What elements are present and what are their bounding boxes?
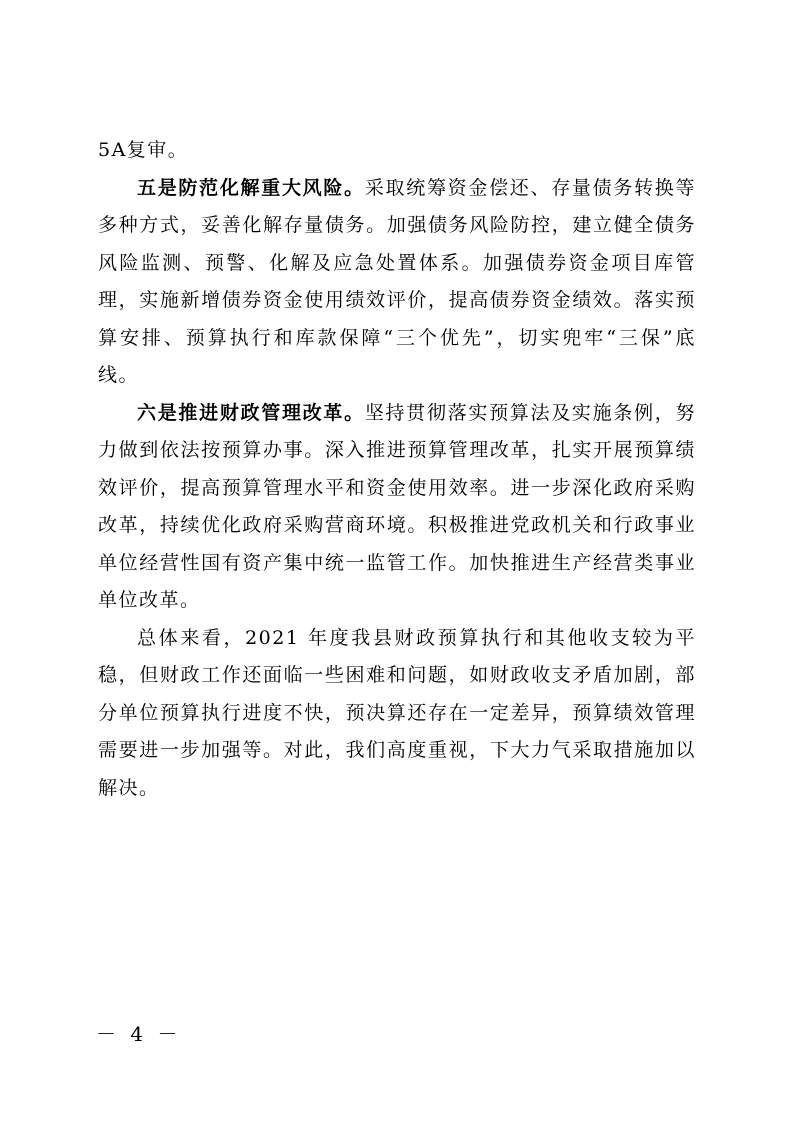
paragraph-2 — [98, 170, 696, 395]
document-body — [98, 132, 696, 807]
paragraph-1 — [98, 132, 696, 170]
paragraph-1-text: 5A复审。 — [98, 139, 189, 161]
paragraph-4 — [98, 620, 696, 808]
paragraph-2-lead: 五是防范化解重大风险。 — [137, 176, 365, 199]
paragraph-3-text: 坚持贯彻落实预算法及实施条例，努力做到依法按预算办事。深入推进预算管理改革，扎实开展预算绩效评价，提高预算管理水平和资金使用效率。进一步深化政府采购改革，持续优化政府采购营商环境。积极推进党政机关和行政事业单位经营性国有资产集中统一监管工作。加快推进生产经营类事业单位改革。 — [98, 401, 696, 611]
paragraph-2-text: 采取统筹资金偿还、存量债务转换等多种方式，妥善化解存量债务。加强债务风险防控，建立健全债务风险监测、预警、化解及应急处置体系。加强债券资金项目库管理，实施新增债券资金使用绩效评价，提高债券资金绩效。落实预算安排、预算执行和库款保障“三个优先”，切实兜牢“三保”底线。 — [98, 176, 696, 386]
page-number: － 4 － — [96, 1022, 182, 1046]
paragraph-3 — [98, 395, 696, 620]
paragraph-3-lead: 六是推进财政管理改革。 — [137, 401, 365, 424]
paragraph-4-text: 总体来看，2021 年度我县财政预算执行和其他收支较为平稳，但财政工作还面临一些困难和问题，如财政收支矛盾加剧，部分单位预算执行进度不快，预决算还存在一定差异，预算绩效管理需要进一步加强等。对此，我们高度重视，下大力气采取措施加以解决。 — [98, 626, 696, 799]
